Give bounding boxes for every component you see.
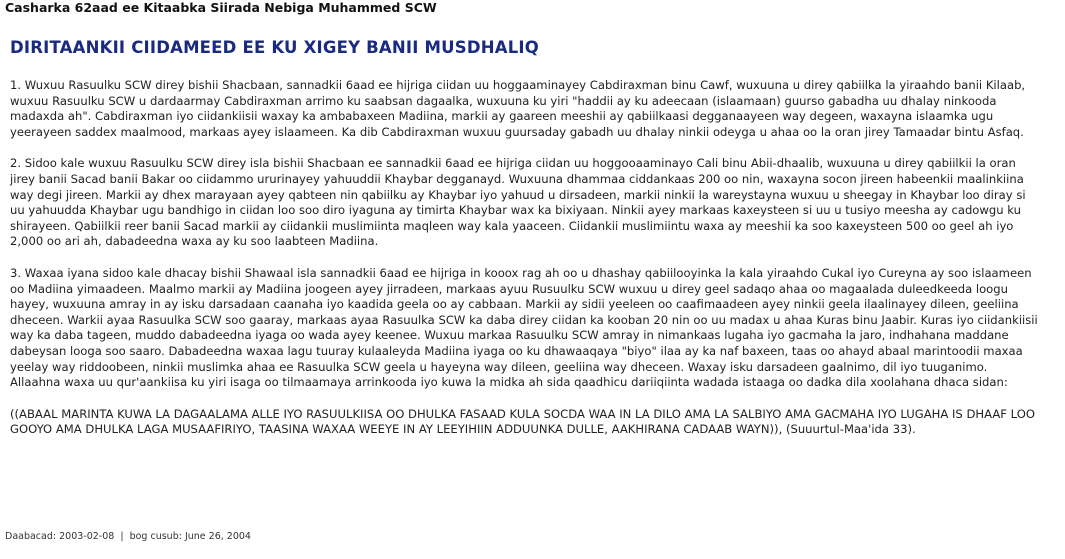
page-footer [5, 531, 251, 542]
article-body [10, 78, 1040, 454]
footer-separator: | [120, 531, 124, 542]
page-header: Casharka 62aad ee Kitaabka Siirada Nebiga Muhammed SCW [5, 0, 437, 15]
quran-quote: ((ABAAL MARINTA KUWA LA DAGAALAMA ALLE IYO RASUULKIISA OO DHULKA FASAAD KULA SOCDA WAA IN LA DILO AMA LA SALBIYO AMA GACMAHA IYO LUGAHA IS DHAAF LOO GOOYO AMA DHULKA LAGA MUSAAFIRIYO, TAASINA WAXAA WEEYE IN AY LEEYIHIIN ADDUUNKA DULLE, AAKHIRANA CADAAB WAYN)), (Suuurtul-Maa'ida 33). [10, 406, 1035, 437]
article-title: DIRITAANKII CIIDAMEED EE KU XIGEY BANII MUSDHALIQ [10, 38, 539, 57]
published-date: Daabacad: 2003-02-08 [5, 531, 115, 542]
paragraph-1: 1. Wuxuu Rasuulku SCW direy bishii Shacbaan, sannadkii 6aad ee hijriga ciidan uu hoggaaminayey Cabdiraxman binu Cawf, wuxuuna u direy qabiilka la yiraahdo banii Kilaab, wuxuu Rasuulku SCW u dardaarmay Cabdiraxman arrimo ku saabsan dagaalka, wuxuuna ku yiri "haddii ay ku adeecaan (islaamaan) guurso gabadha uu dhalay ninkooda madaxda ah". Cabdiraxman iyo ciidankiisii waxay ka ambabaxeen Madiina, markii ay gaareen meeshii ay qabiilkaasi degganaayeen way degeen, waxayna islaamka ugu yeerayeen saddex maalmood, markaas ayey islaameen. Ka dib Cabdiraxman wuxuu guursaday gabadh uu dhalay ninkii odeyga u ahaa oo la oran jirey Tamaadar bintu Asfaq. [10, 78, 1026, 139]
paragraph-3: 3. Waxaa iyana sidoo kale dhacay bishii Shawaal isla sannadkii 6aad ee hijriga in kooox rag ah oo u dhashay qabiilooyinka la kala yiraahdo Cukal iyo Cureyna ay soo islaameen oo Madiina yimaadeen. Maalmo markii ay Madiina joogeen ayey jirradeen, markaas ayuu Rusuulku SCW wuxuu u direy geel sadaqo ahaa oo magaalada duleedkeeda loogu hayey, wuxuuna amray in ay isku darsadaan caanaha iyo kaadida geela oo ay cabbaan. Markii ay sidii yeeleen oo caafimaadeen ayey ninkii geela ilaalinayey dileen, geeliina dheceen. Warkii ayaa Rasuulka SCW soo gaaray, markaas ayaa Rasuulka SCW ka daba direy ciidan ka kooban 20 nin oo uu madax u ahaa Kuras binu Jaabir. Kuras iyo ciidankiisii way ka daba tageen, muddo dabadeedna iyaga oo wada ayey keenee. Wuxuu markaa Rasuulku SCW amray in nimankaas lugaha iyo gacmaha la jaro, indhahana maddane dabeysan looga soo saaro. Dabadeedna waxaa lagu tuuray kulaaleyda Madiina iyaga oo ku dhawaaqaya "biyo" ilaa ay ka naf baxeen, taas oo ahayd abaal marintoodii maxaa yeelay way riddoobeen, ninkii muslimka ahaa ee Rasuulka SCW geela u hayeyna way dileen, geeliina way dheceen. Waxay isku darsadeen gaalnimo, dil iyo tuuganimo. Allaahna waxa uu qur'aankiisa ku yiri isaga oo tilmaamaya arrinkooda iyo kuwa la midka ah sida qaadhicu dariiqiinta wadada istaaga oo dadka dila xoolahana dhaca sidan: [10, 265, 1038, 390]
updated-date: bog cusub: June 26, 2004 [129, 531, 251, 542]
paragraph-2: 2. Sidoo kale wuxuu Rasuulku SCW direy isla bishii Shacbaan ee sannadkii 6aad ee hijriga ciidan uu hoggooaaminayo Cali binu Abii-dhaalib, wuxuuna u direy qabiilkii la oran jirey banii Sacad banii Bakar oo ciidammo ururinayey yahuuddii Khaybar degganayd. Wuxuuna dhammaa ciddankaas 200 oo nin, waxayna socon jireen habeenkii maalinkiina way degi jireen. Markii ay dhex marayaan ayey qabteen nin qabiilku ay Khaybar iyo yahuud u dirsadeen, markii ninkii la wareystayna wuxuu u sheegay in Khaybar loo diray si uu yahuudda Khaybar ugu bandhigo in ciidan loo soo diro iyaguna ay timirta Khaybar wax ka bixiyaan. Ninkii ayey markaas kaxeysteen si uu u tusiyo meesha ay cadowgu ku shirayeen. Qabiilkii reer banii Sacad markii ay ciidankii muslimiinta maqleen way kala yaaceen. Ciidankii muslimiintu waxa ay meeshii ka soo kaxeysteen 500 oo geel ah iyo 2,000 oo ari ah, dabadeedna waxa ay ku soo laabteen Madiina. [10, 156, 1026, 249]
